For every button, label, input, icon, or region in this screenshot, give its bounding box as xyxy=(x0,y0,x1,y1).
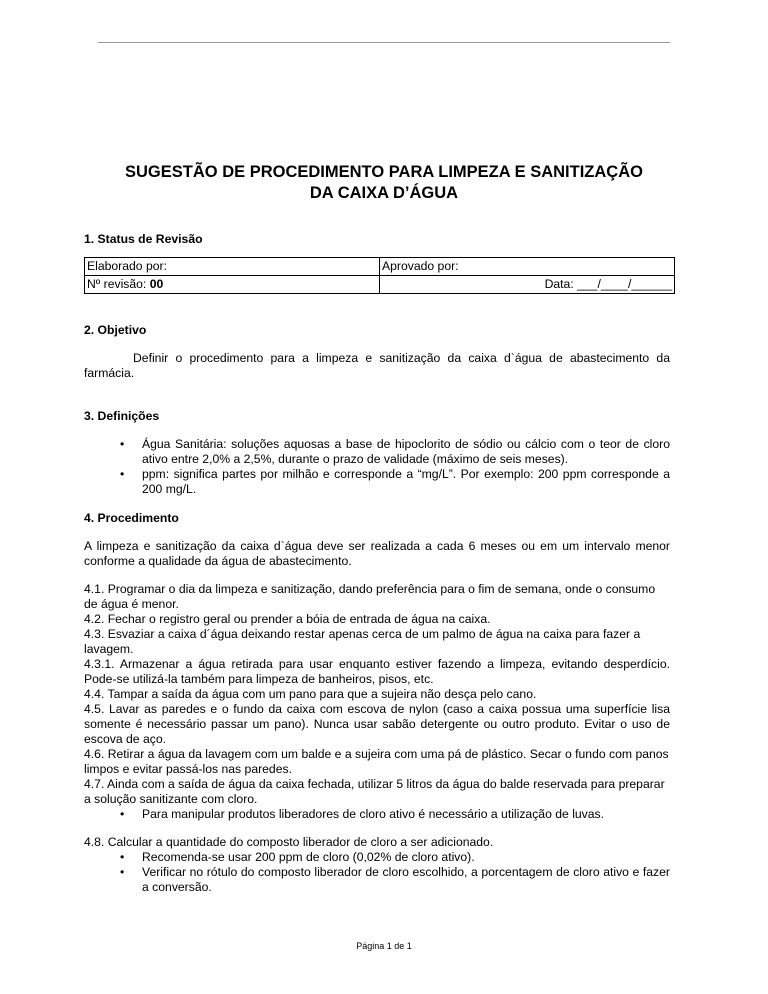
definition-item: • ppm: significa partes por milhão e corresponde a “mg/L”. Por exemplo: 200 ppm corresponde a 200 mg/L. xyxy=(142,467,670,497)
step-4-7-list xyxy=(84,807,670,822)
document-title xyxy=(96,162,672,204)
step-4-3: 4.3. Esvaziar a caixa d´água deixando restar apenas cerca de um palmo de água na caixa para fazer a lavagem. xyxy=(84,627,641,656)
step-4-8: 4.8. Calcular a quantidade do composto liberador de cloro a ser adicionado. xyxy=(84,835,494,849)
title-line-2: DA CAIXA D’ÁGUA xyxy=(309,184,459,202)
step-4-2: 4.2. Fechar o registro geral ou prender a bóia de entrada de água na caixa. xyxy=(84,612,491,626)
definition-item: • Água Sanitária: soluções aquosas a base de hipoclorito de sódio ou cálcio com o teor de cloro ativo entre 2,0% a 2,5%, durante o prazo de validade (máximo de seis meses). xyxy=(142,437,670,467)
section-heading-revision: 1. Status de Revisão xyxy=(84,232,203,246)
revisao-cell xyxy=(85,276,380,294)
step-4-5: 4.5. Lavar as paredes e o fundo da caixa com escova de nylon (caso a caixa possua uma superfície lisa somente é necessário passar um pano). Nunca usar sabão detergente ou outro produto. Evitar o uso de escova de aço. xyxy=(84,702,670,746)
step-4-1: 4.1. Programar o dia da limpeza e sanitização, dando preferência para o fim de semana, onde o consumo de água é menor. xyxy=(84,582,656,611)
objective-text: Definir o procedimento para a limpeza e sanitização da caixa d`água de abastecimento da farmácia. xyxy=(84,351,670,380)
data-cell xyxy=(380,276,675,294)
step-4-4: 4.4. Tampar a saída da água com um pano para que a sujeira não desça pelo cano. xyxy=(84,687,537,701)
step-4-8-list xyxy=(84,850,670,895)
aprovado-label: Aprovado por: xyxy=(382,259,459,273)
definitions-list xyxy=(84,437,670,497)
step-4-3-1: 4.3.1. Armazenar a água retirada para usar enquanto estiver fazendo a limpeza, evitando desperdício. Pode-se utilizá-la também para limpeza de banheiros, pisos, etc. xyxy=(84,657,670,686)
section-heading-definitions: 3. Definições xyxy=(84,409,160,423)
aprovado-cell xyxy=(380,258,675,276)
step-4-6: 4.6. Retirar a água da lavagem com um balde e a sujeira com uma pá de plástico. Secar o fundo com panos limpos e evitar passá-los nas paredes. xyxy=(84,747,669,776)
header-rule xyxy=(98,42,670,43)
title-line-1: SUGESTÃO DE PROCEDIMENTO PARA LIMPEZA E SANITIZAÇÃO xyxy=(125,163,643,181)
list-item: • Para manipular produtos liberadores de cloro ativo é necessário a utilização de luvas. xyxy=(142,807,670,822)
step-4-7: 4.7. Ainda com a saída de água da caixa fechada, utilizar 5 litros da água do balde reservada para preparar a solução sanitizante com cloro. xyxy=(84,777,665,806)
list-item: • Verificar no rótulo do composto liberador de cloro escolhido, a porcentagem de cloro ativo e fazer a conversão. xyxy=(142,865,670,895)
section-heading-procedure: 4. Procedimento xyxy=(84,511,179,525)
revisao-label: Nº revisão: xyxy=(87,277,150,291)
data-label: Data: ___/____/______ xyxy=(544,277,672,291)
document-body xyxy=(84,232,670,895)
revisao-value: 00 xyxy=(149,277,164,291)
list-item: • Recomenda-se usar 200 ppm de cloro (0,02% de cloro ativo). xyxy=(142,850,670,865)
page-number: Página 1 de 1 xyxy=(356,941,412,951)
elaborado-cell xyxy=(85,258,380,276)
procedure-intro: A limpeza e sanitização da caixa d`água deve ser realizada a cada 6 meses ou em um intervalo menor conforme a qualidade da água de abastecimento. xyxy=(84,539,670,568)
revision-table xyxy=(84,257,675,294)
section-heading-objective: 2. Objetivo xyxy=(84,323,147,337)
elaborado-label: Elaborado por: xyxy=(87,259,167,273)
